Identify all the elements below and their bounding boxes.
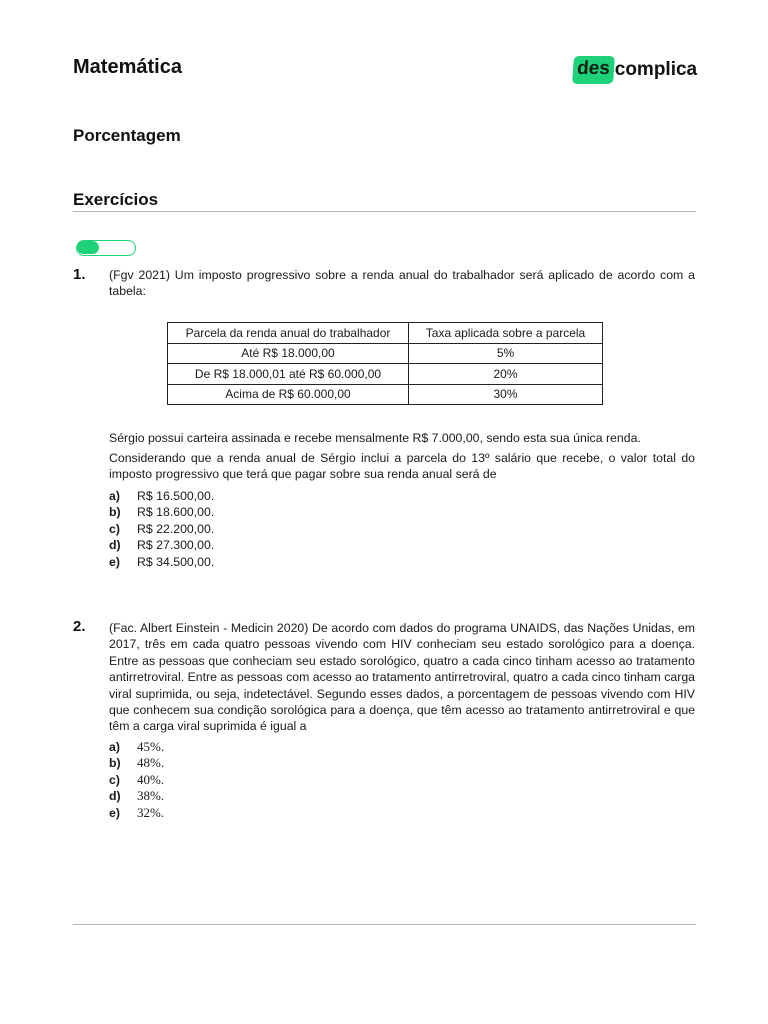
- question-number: 2.: [73, 618, 86, 635]
- table-cell: Acima de R$ 60.000,00: [168, 384, 409, 405]
- option-text: R$ 16.500,00.: [137, 489, 215, 503]
- question-statement: Sérgio possui carteira assinada e recebe mensalmente R$ 7.000,00, sendo esta sua única renda.: [109, 431, 641, 445]
- progress-toggle-icon: [76, 240, 136, 256]
- answer-option[interactable]: [109, 521, 214, 537]
- answer-options: [109, 488, 214, 570]
- answer-option[interactable]: [109, 772, 164, 788]
- table-row: [168, 384, 603, 405]
- option-text: 48%.: [137, 755, 165, 771]
- table-row: [168, 343, 603, 364]
- answer-option[interactable]: [109, 739, 164, 755]
- option-letter: a): [109, 489, 120, 503]
- option-text: R$ 27.300,00.: [137, 538, 215, 553]
- option-letter: c): [109, 772, 120, 787]
- logo-text: complica: [614, 59, 698, 80]
- table-cell: 5%: [409, 343, 603, 364]
- option-letter: b): [109, 756, 121, 771]
- option-text: 32%.: [137, 804, 165, 820]
- option-letter: e): [109, 805, 120, 820]
- option-text: 40%.: [137, 771, 165, 787]
- question-statement: Considerando que a renda anual de Sérgio inclui a parcela do 13º salário que recebe, o valor total do imposto progressivo que terá que pagar sobre sua renda anual será de: [109, 451, 695, 482]
- answer-option[interactable]: [109, 755, 164, 771]
- answer-option[interactable]: [109, 504, 214, 520]
- option-text: 38%.: [137, 788, 165, 804]
- option-text: R$ 18.600,00.: [137, 505, 215, 520]
- topic-title: Porcentagem: [73, 126, 181, 145]
- answer-option[interactable]: [109, 537, 214, 553]
- question-number: 1.: [73, 266, 86, 283]
- answer-options: [109, 739, 164, 821]
- footer-divider: [73, 924, 696, 925]
- toggle-fill: [77, 241, 99, 254]
- table-cell: 30%: [409, 384, 603, 405]
- option-letter: e): [109, 554, 120, 569]
- table-cell: Até R$ 18.000,00: [168, 343, 409, 364]
- question-statement: (Fac. Albert Einstein - Medicin 2020) De acordo com dados do programa UNAIDS, das Nações Unidas, em 2017, três em cada quatro pessoas vivendo com HIV conheciam seu estado sorológico para a doença. Entre as pessoas que conheciam seu estado sorológico, quatro a cada cinco tinham acesso ao tratamento antirretroviral. Entre as pessoas com acesso ao tratamento antirretroviral, quatro a cada cinco tinham carga viral suprimida, ou seja, indetectável. Segundo esses dados, a porcentagem de pessoas vivendo com HIV que conhecem sua condição sorológica para a doença, que têm acesso ao tratamento antirretroviral e que têm a carga viral suprimida é igual a: [109, 621, 695, 734]
- question-statement: (Fgv 2021) Um imposto progressivo sobre a renda anual do trabalhador será aplicado de acordo com a tabela:: [109, 268, 695, 299]
- option-letter: c): [109, 521, 120, 536]
- option-text: 45%.: [137, 739, 165, 754]
- answer-option[interactable]: [109, 805, 164, 821]
- answer-option[interactable]: [109, 788, 164, 804]
- option-text: R$ 22.200,00.: [137, 521, 215, 536]
- option-letter: d): [109, 538, 121, 553]
- table-row: [168, 364, 603, 385]
- option-letter: d): [109, 789, 121, 804]
- answer-option[interactable]: [109, 554, 214, 570]
- table-header-row: [168, 323, 603, 344]
- section-title: Exercícios: [73, 190, 159, 209]
- table-cell: 20%: [409, 364, 603, 385]
- option-text: R$ 34.500,00.: [137, 554, 215, 569]
- option-letter: b): [109, 505, 121, 520]
- subject-title: Matemática: [73, 56, 182, 78]
- answer-option[interactable]: [109, 488, 214, 504]
- table-cell: De R$ 18.000,01 até R$ 60.000,00: [168, 364, 409, 385]
- table-header: Parcela da renda anual do trabalhador: [168, 323, 409, 344]
- logo-highlight: des: [572, 56, 615, 84]
- descomplica-logo: [573, 54, 697, 86]
- option-letter: a): [109, 740, 120, 754]
- tax-table: [167, 322, 603, 405]
- section-divider: [73, 211, 696, 212]
- table-header: Taxa aplicada sobre a parcela: [409, 323, 603, 344]
